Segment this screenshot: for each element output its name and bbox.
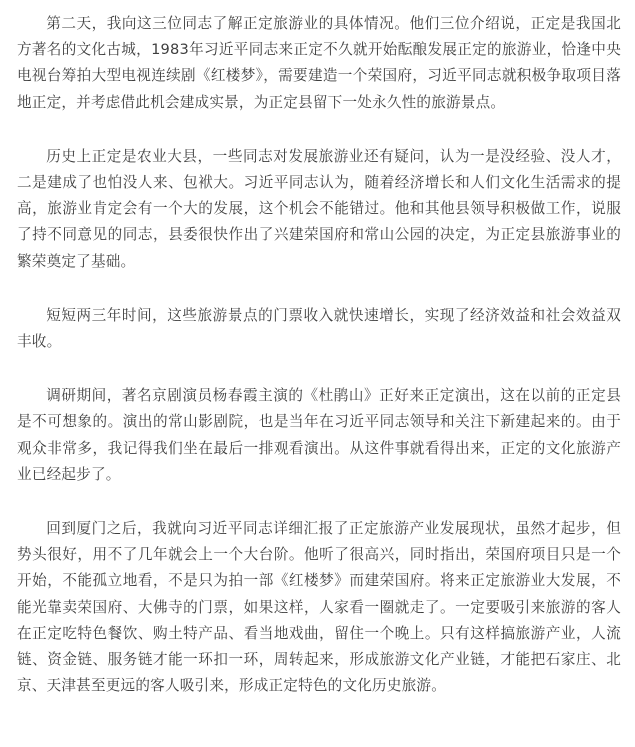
article-paragraph-5: 回到厦门之后，我就向习近平同志详细汇报了正定旅游产业发展现状，虽然才起步，但势头很好，用不了几年就会上一个大台阶。他听了很高兴，同时指出，荣国府项目只是一个开始，不能孤立地看，不是只为拍一部《红楼梦》而建荣国府。将来正定旅游业大发展，不能光靠卖荣国府、大佛寺的门票，如果这样，人家看一圈就走了。一定要吸引来旅游的客人在正定吃特色餐饮、购土特产品、看当地戏曲，留住一个晚上。只有这样搞旅游产业，人流链、资金链、服务链才能一环扣一环，周转起来，形成旅游文化产业链，才能把石家庄、北京、天津甚至更远的客人吸引来，形成正定特色的文化历史旅游。 [17, 520, 621, 695]
article-paragraph-2: 历史上正定是农业大县，一些同志对发展旅游业还有疑问，认为一是没经验、没人才，二是建成了也怕没人来、包袱大。习近平同志认为，随着经济增长和人们文化生活需求的提高，旅游业肯定会有一个大的发展，这个机会不能错过。他和其他县领导积极做工作，说服了持不同意见的同志，县委很快作出了兴建荣国府和常山公园的决定，为正定县旅游事业的繁荣奠定了基础。 [17, 147, 621, 270]
article-paragraph-1: 第二天，我向这三位同志了解正定旅游业的具体情况。他们三位介绍说，正定是我国北方著名的文化古城，1983年习近平同志来正定不久就开始酝酿发展正定的旅游业，恰逢中央电视台筹拍大型电视连续剧《红楼梦》，需要建造一个荣国府，习近平同志就积极争取项目落地正定，并考虑借此机会建成实景，为正定县留下一处永久性的旅游景点。 [17, 15, 621, 111]
article-paragraph-4: 调研期间，著名京剧演员杨春霞主演的《杜鹃山》正好来正定演出，这在以前的正定县是不可想象的。演出的常山影剧院，也是当年在习近平同志领导和关注下新建起来的。由于观众非常多，我记得我们坐在最后一排观看演出。从这件事就看得出来，正定的文化旅游产业已经起步了。 [17, 387, 621, 483]
article-paragraph-3: 短短两三年时间，这些旅游景点的门票收入就快速增长，实现了经济效益和社会效益双丰收。 [17, 306, 621, 351]
